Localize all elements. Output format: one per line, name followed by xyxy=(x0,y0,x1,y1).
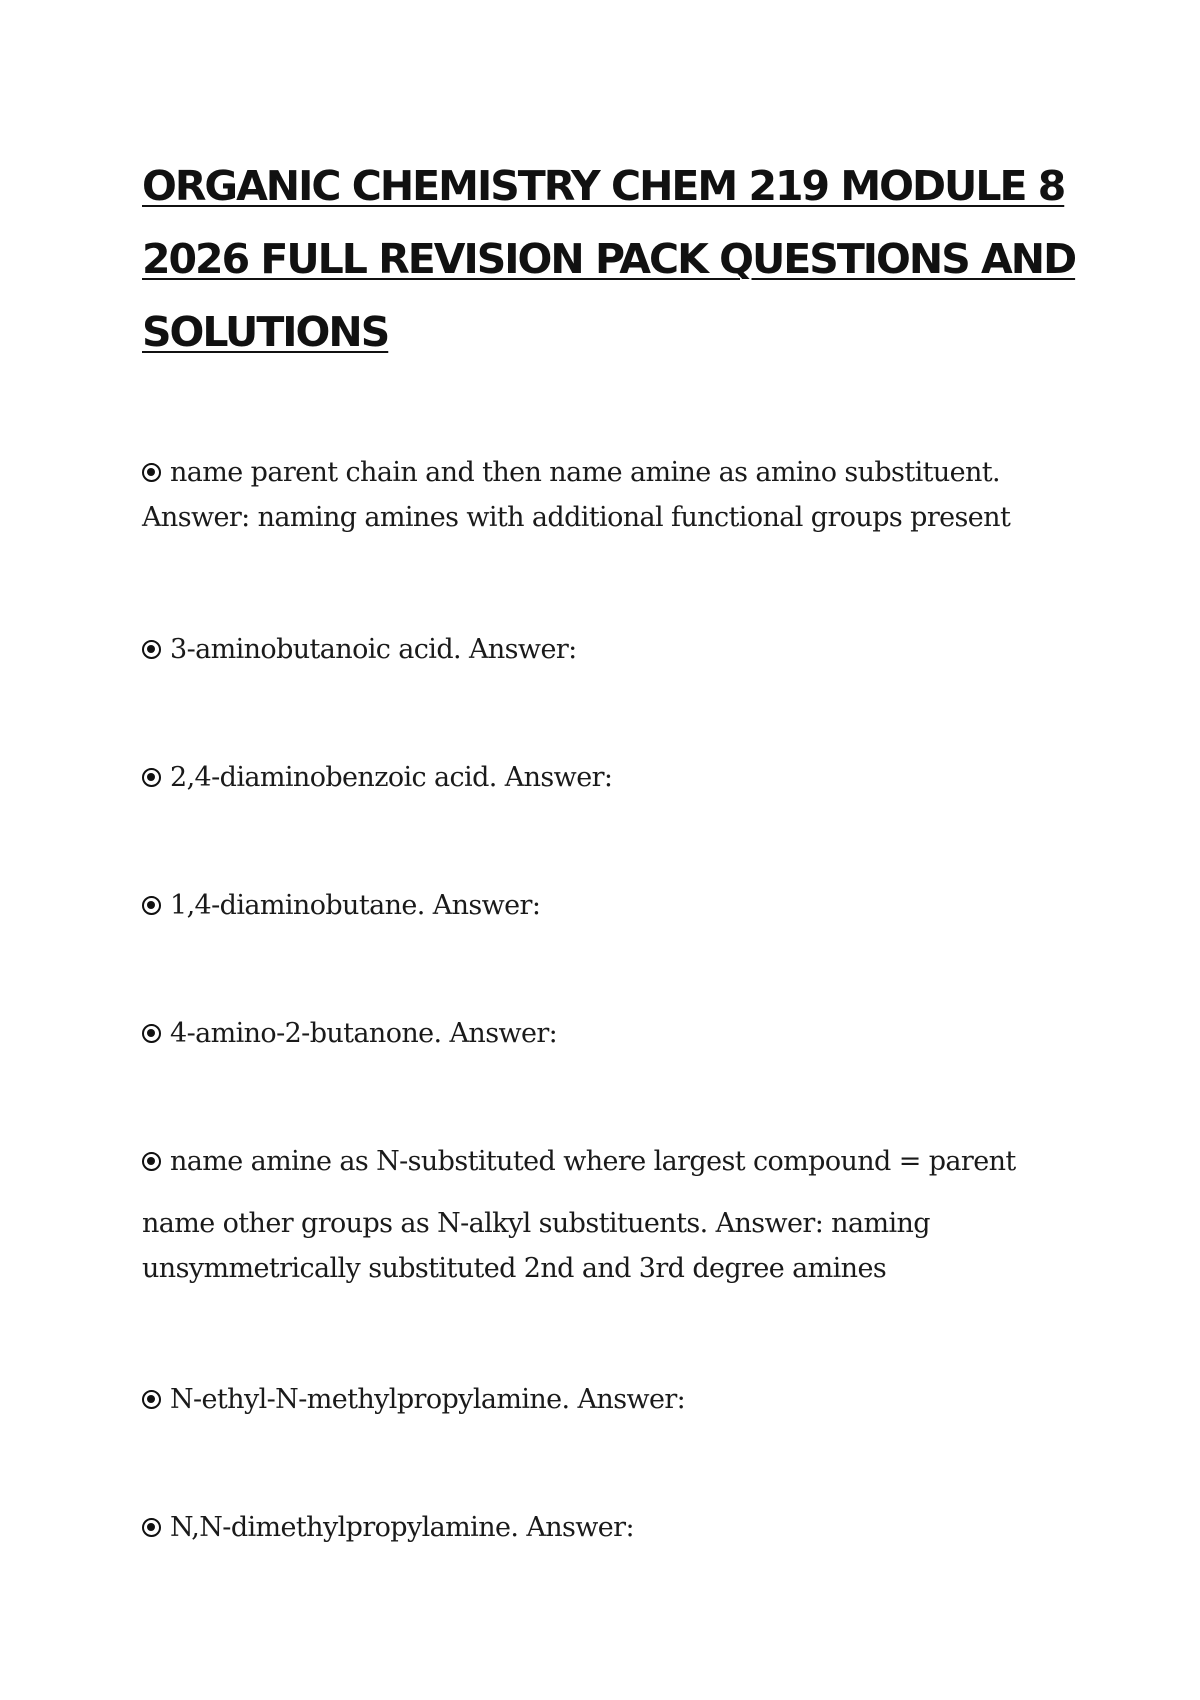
question-item xyxy=(142,1377,1072,1422)
question-text: 3-aminobutanoic acid. Answer: xyxy=(170,634,577,665)
radio-bullet-icon xyxy=(142,768,161,787)
question-item xyxy=(142,627,1072,672)
radio-bullet-icon xyxy=(142,896,161,915)
answer-line: unsymmetrically substituted 2nd and 3rd degree amines xyxy=(142,1253,887,1284)
question-line xyxy=(142,1011,1072,1056)
question-line xyxy=(142,1505,1072,1550)
radio-bullet-icon xyxy=(142,1152,161,1171)
question-line xyxy=(142,755,1072,800)
question-text: name amine as N-substituted where largest compound = parent xyxy=(170,1146,1016,1177)
title-line: 2026 FULL REVISION PACK QUESTIONS AND xyxy=(142,235,1076,283)
radio-bullet-icon xyxy=(142,640,161,659)
question-text: 1,4-diaminobutane. Answer: xyxy=(170,890,541,921)
answer-line: name other groups as N-alkyl substituents. Answer: naming xyxy=(142,1208,930,1239)
question-line xyxy=(142,883,1072,928)
question-line xyxy=(142,627,1072,672)
title-line: SOLUTIONS xyxy=(142,308,389,356)
question-text: N,N-dimethylpropylamine. Answer: xyxy=(170,1512,634,1543)
question-line xyxy=(142,1139,1072,1184)
answer-line: Answer: naming amines with additional functional groups present xyxy=(142,502,1011,533)
question-text: N-ethyl-N-methylpropylamine. Answer: xyxy=(170,1384,686,1415)
title-line: ORGANIC CHEMISTRY CHEM 219 MODULE 8 xyxy=(142,162,1065,210)
radio-bullet-icon xyxy=(142,463,161,482)
question-line xyxy=(142,1377,1072,1422)
question-item xyxy=(142,1505,1072,1550)
radio-bullet-icon xyxy=(142,1390,161,1409)
question-item xyxy=(142,1011,1072,1056)
question-line xyxy=(142,450,1072,495)
question-item xyxy=(142,1139,1072,1291)
question-text: 2,4-diaminobenzoic acid. Answer: xyxy=(170,762,613,793)
radio-bullet-icon xyxy=(142,1518,161,1537)
question-item xyxy=(142,755,1072,800)
question-text: name parent chain and then name amine as amino substituent. xyxy=(170,457,1001,488)
radio-bullet-icon xyxy=(142,1024,161,1043)
question-text: 4-amino-2-butanone. Answer: xyxy=(170,1018,558,1049)
document-title xyxy=(142,150,1076,369)
question-item xyxy=(142,450,1072,540)
question-item xyxy=(142,883,1072,928)
